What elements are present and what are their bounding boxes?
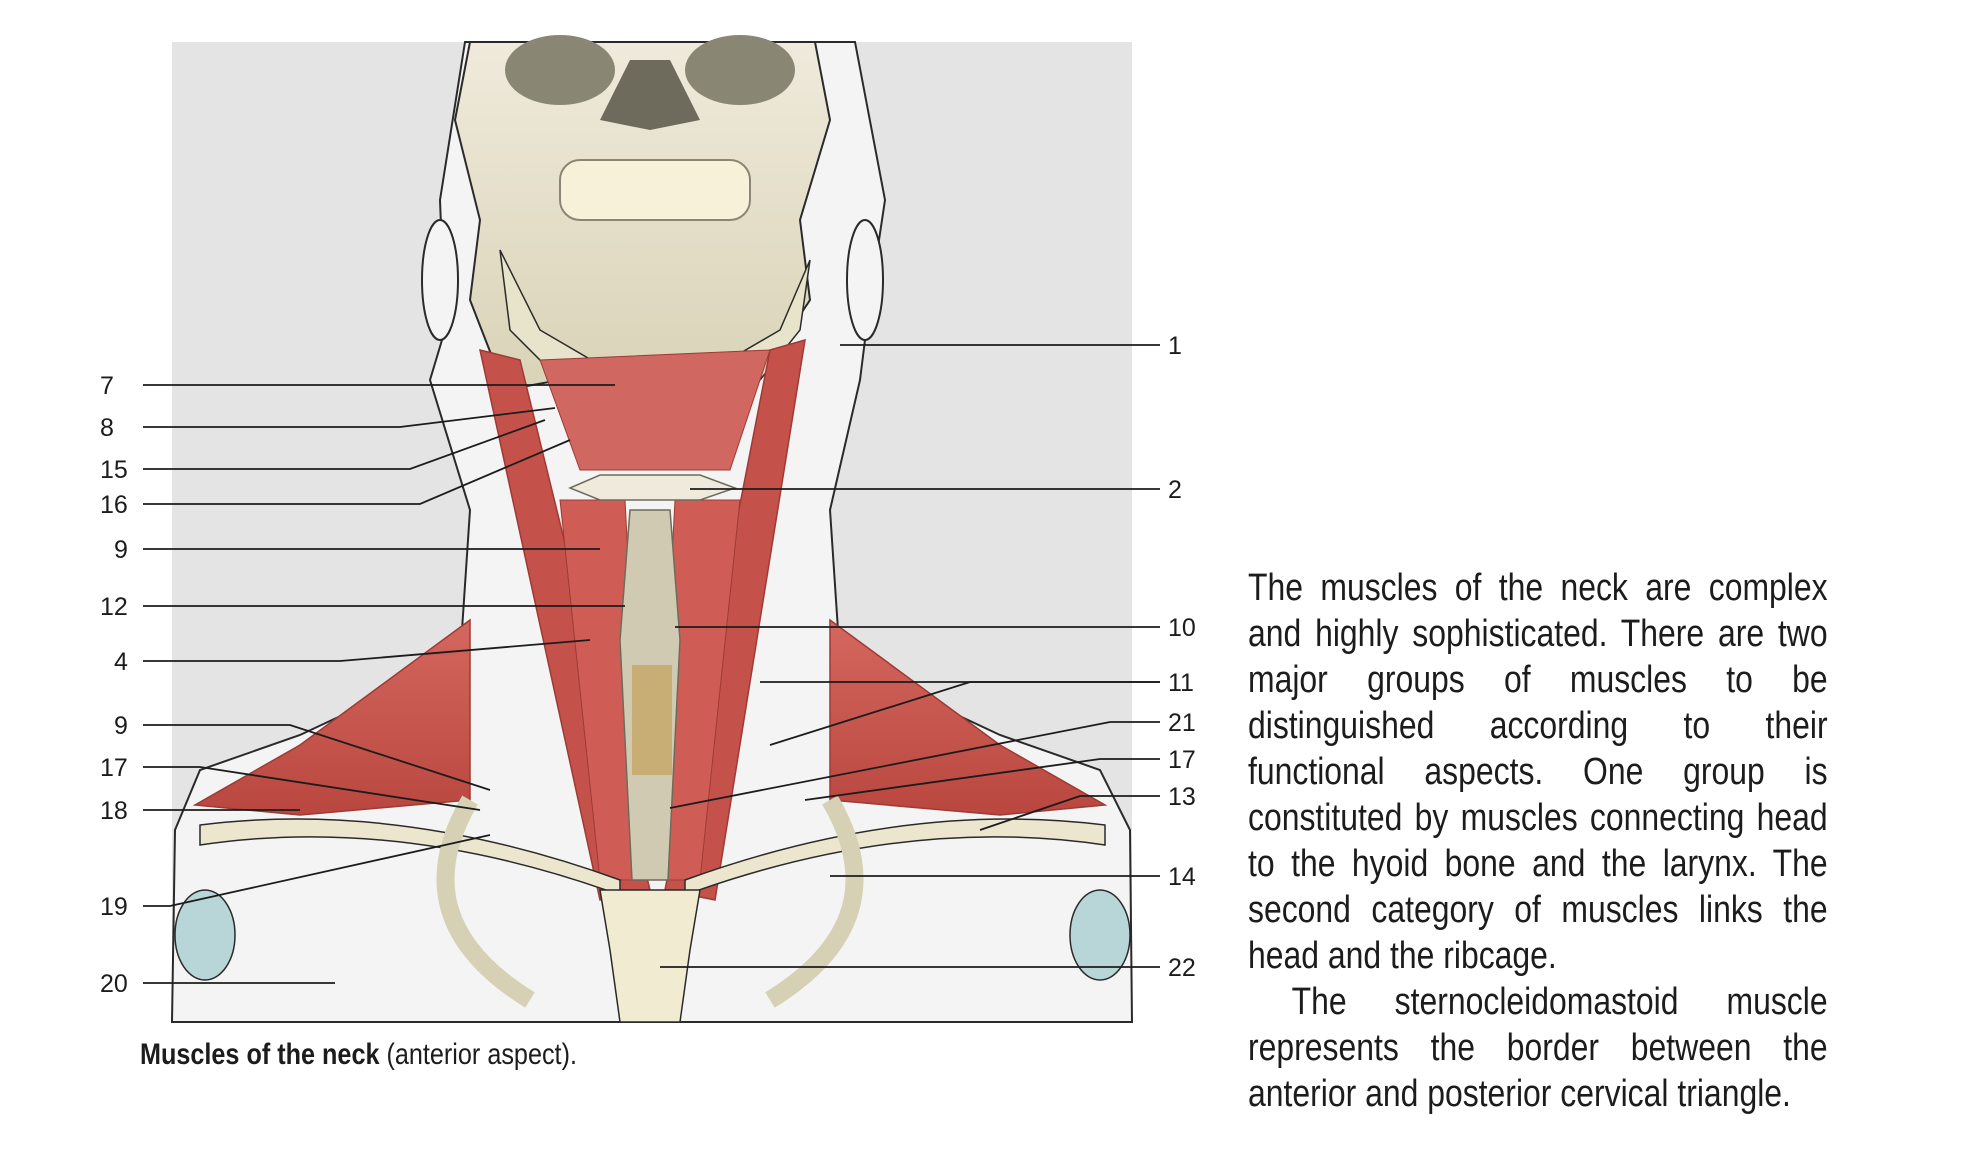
description-text [1248, 565, 1828, 1117]
ear-right [847, 220, 883, 340]
label-4: 4 [114, 648, 128, 676]
label-8: 8 [100, 414, 114, 442]
label-17-left: 17 [100, 754, 128, 782]
paragraph-1: The muscles of the neck are complex and highly sophisticated. There are two major groups of muscles to be distinguished according to their functional aspects. One group is constituted by muscles connecting head to the hyoid bone and the larynx. The second category of muscles links the head and the ribcage. [1248, 567, 1828, 977]
hyoid-bone [570, 475, 735, 500]
label-19: 19 [100, 893, 128, 921]
label-22: 22 [1168, 954, 1196, 982]
label-9-lower: 9 [114, 712, 128, 740]
paragraph-2: The sternocleidomastoid muscle represents the border between the anterior and posterior cervical triangle. [1248, 981, 1828, 1115]
figure-caption [140, 1038, 577, 1072]
label-21: 21 [1168, 709, 1196, 737]
caption-subtitle: (anterior aspect). [379, 1038, 577, 1071]
label-14: 14 [1168, 863, 1196, 891]
label-9-upper: 9 [114, 536, 128, 564]
teeth [560, 160, 750, 220]
label-20: 20 [100, 970, 128, 998]
label-16: 16 [100, 491, 128, 519]
thyroid-gland [632, 665, 672, 775]
label-15: 15 [100, 456, 128, 484]
label-11: 11 [1168, 669, 1194, 697]
eye-socket-left [505, 35, 615, 105]
label-1: 1 [1168, 332, 1182, 360]
label-7: 7 [100, 372, 114, 400]
label-13: 13 [1168, 783, 1196, 811]
suprahyoid-muscles [540, 350, 770, 470]
ear-left [422, 220, 458, 340]
caption-title: Muscles of the neck [140, 1038, 380, 1071]
label-17-right: 17 [1168, 746, 1196, 774]
label-12: 12 [100, 593, 128, 621]
label-2: 2 [1168, 476, 1182, 504]
label-10: 10 [1168, 614, 1196, 642]
label-18: 18 [100, 797, 128, 825]
eye-socket-right [685, 35, 795, 105]
